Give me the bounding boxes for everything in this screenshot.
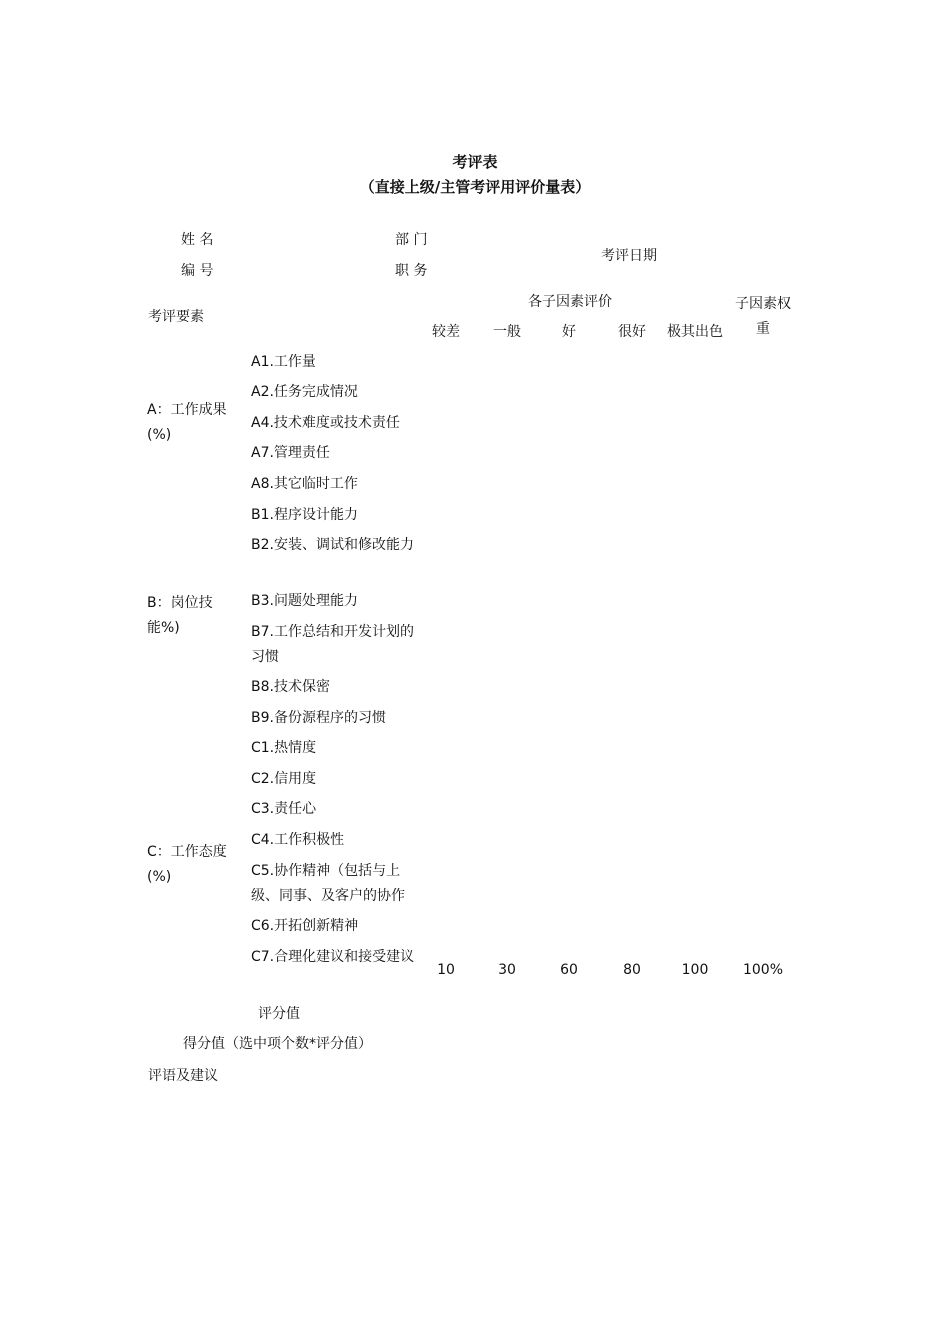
list-item: C4.工作积极性: [251, 832, 345, 848]
list-item: C3.责任心: [251, 801, 317, 817]
score-value: 60: [560, 962, 578, 978]
list-item: B7.工作总结和开发计划的习惯: [251, 624, 414, 665]
evaluation-date-label: 考评日期: [601, 248, 657, 264]
factor-evaluation-header: 各子因素评价: [528, 294, 612, 310]
comments-label: 评语及建议: [148, 1068, 218, 1084]
list-item: C5.协作精神（包括与上级、同事、及客户的协作: [251, 863, 405, 904]
list-item: A1.工作量: [251, 354, 316, 370]
list-item: B3.问题处理能力: [251, 593, 358, 609]
level-header: 极其出色: [667, 324, 723, 340]
list-item: C2.信用度: [251, 771, 317, 787]
score-value: 30: [498, 962, 516, 978]
level-header: 很好: [618, 324, 646, 340]
id-label: 编 号: [181, 263, 214, 279]
list-item: B9.备份源程序的习惯: [251, 710, 386, 726]
list-item: B1.程序设计能力: [251, 507, 358, 523]
elements-header: 考评要素: [148, 309, 204, 325]
form-subtitle: （直接上级/主管考评用评价量表）: [359, 178, 591, 196]
level-header: 一般: [493, 324, 521, 340]
list-item: C7.合理化建议和接受建议: [251, 949, 415, 965]
form-title: 考评表: [452, 153, 498, 171]
group-label-b: B：岗位技能%): [147, 595, 213, 636]
weight-total: 100%: [742, 962, 784, 978]
group-label-c: C：工作态度(%): [147, 844, 227, 885]
list-item: A8.其它临时工作: [251, 476, 358, 492]
weight-header: 子因素权重: [735, 296, 791, 337]
score-value: 100: [681, 962, 709, 978]
score-value: 80: [623, 962, 641, 978]
list-item: A4.技术难度或技术责任: [251, 415, 400, 431]
list-item: B8.技术保密: [251, 679, 330, 695]
list-item: B2.安装、调试和修改能力: [251, 537, 414, 553]
list-item: A2.任务完成情况: [251, 384, 358, 400]
level-header: 较差: [432, 324, 460, 340]
list-item: C1.热情度: [251, 740, 317, 756]
position-label: 职 务: [395, 263, 428, 279]
score-value: 10: [437, 962, 455, 978]
level-header: 好: [562, 324, 576, 340]
list-item: A7.管理责任: [251, 445, 330, 461]
score-value-label: 评分值: [258, 1006, 300, 1022]
list-item: C6.开拓创新精神: [251, 918, 359, 934]
name-label: 姓 名: [181, 232, 214, 248]
department-label: 部 门: [395, 232, 428, 248]
total-score-label: 得分值（选中项个数*评分值）: [183, 1036, 372, 1052]
group-label-a: A：工作成果(%): [147, 402, 227, 443]
